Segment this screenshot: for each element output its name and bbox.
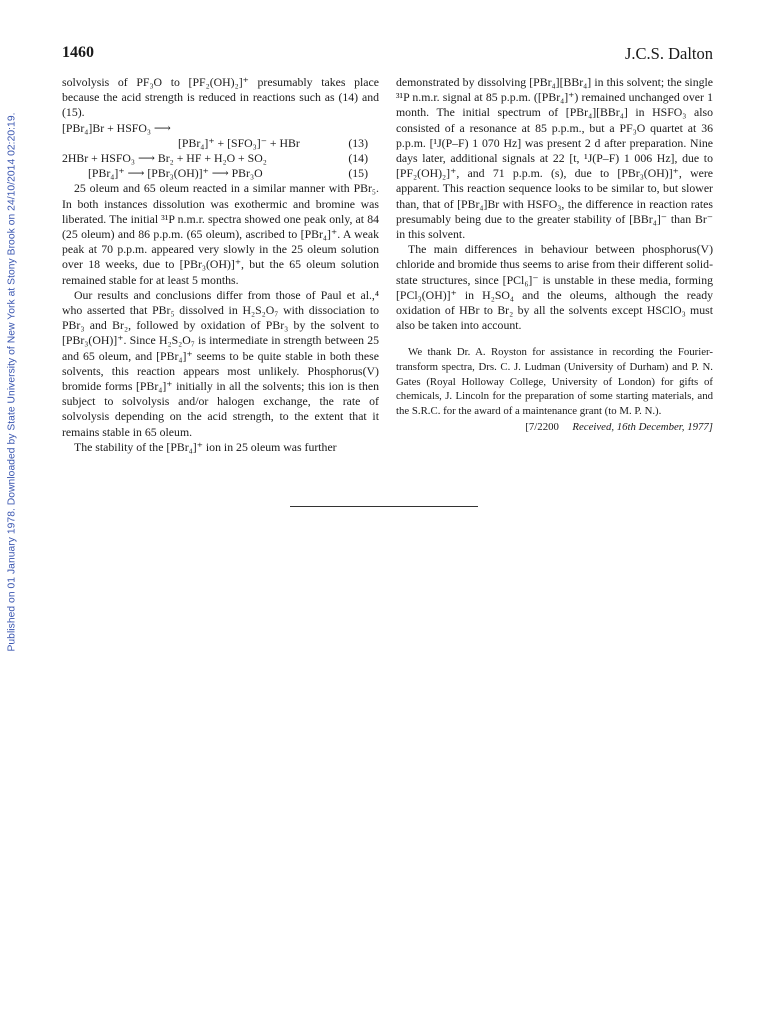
equation-13-products: [PBr₄]⁺ + [SFO₃]⁻ + HBr	[178, 135, 300, 150]
download-notice	[3, 112, 21, 652]
paragraph-differences: The main differences in behaviour between phosphorus(V) chloride and bromide thus seems to arise from their different solid-state structures, since [PCl₆]⁻ is unstable in these media, forming [PCl₃(OH)]⁺ in H₂SO₄ and the oleums, although the ready oxidation of HBr to Br₂ by all the solvents except HSClO₃ must also be taken into account.	[396, 242, 713, 333]
equation-13-line-2	[62, 136, 379, 151]
equation-14-body: 2HBr + HSFO₃ ⟶ Br₂ + HF + H₂O + SO₂	[62, 150, 267, 165]
acknowledgement: We thank Dr. A. Royston for assistance in recording the Fourier-transform spectra, Drs. C. J. Ludman (University of Durham) and P. N. Gates (Royal Holloway College, University of London) for gifts of chemicals, J. Lincoln for the preparation of some starting materials, and the S.R.C. for the award of a maintenance grant (to M. P. N.).	[396, 346, 713, 417]
right-column	[396, 75, 713, 434]
end-rule	[290, 506, 478, 507]
equation-15-number: (15)	[348, 166, 368, 181]
equation-14	[62, 151, 379, 166]
reference-line	[396, 420, 713, 434]
paragraph-intro: solvolysis of PF₃O to [PF₂(OH)₂]⁺ presumably takes place because the acid strength is reduced in reactions such as (14) and (15).	[62, 75, 379, 120]
paragraph-results: Our results and conclusions differ from those of Paul et al.,⁴ who asserted that PBr₅ dissolved in H₂S₂O₇ with dissociation to PBr₃ and Br₂, followed by oxidation of PBr₃ by the solvent to [PBr₃(OH)]⁺. Since H₂S₂O₇ is intermediate in strength between 25 and 65 oleum, and [PBr₄]⁺ seems to be quite stable in both these solvents, this reaction appears most unlikely. Phosphorus(V) bromide forms [PBr₄]⁺ initially in all the solvents; this ion is then subject to solvolysis and/or halogen exchange, the rate of solvolysis depending on the acid strength, to the extent that it remains stable in 65 oleum.	[62, 287, 379, 439]
equation-15-body: [PBr₄]⁺ ⟶ [PBr₃(OH)]⁺ ⟶ PBr₃O	[88, 166, 263, 181]
equation-14-number: (14)	[348, 150, 368, 165]
received-date: Received, 16th December, 1977]	[572, 421, 713, 434]
journal-running-head: J.C.S. Dalton	[624, 44, 713, 63]
paragraph-stability: The stability of the [PBr₄]⁺ ion in 25 oleum was further	[74, 439, 337, 454]
equation-13-reactants: [PBr₄]Br + HSFO₃ ⟶	[62, 120, 171, 135]
equation-15	[62, 166, 379, 181]
paragraph-demonstrated: demonstrated by dissolving [PBr₄][BBr₄] in this solvent; the single ³¹P n.m.r. signal at 85 p.p.m. ([PBr₄]⁺) remained unchanged over 1 month. The initial spectrum of [PBr₄][BBr₄] in HSFO₃ also consisted of a resonance at 85 p.p.m., but a PF₃O quartet at 36 p.p.m. [¹J(P–F) 1 070 Hz] was present 2 d after preparation. Nine days later, additional signals at 22 [t, ¹J(P–F) 1 006 Hz], due to [PF₂(OH)₂]⁺, and 71 p.p.m. (s), due to [PBr₃(OH)]⁺, were apparent. This reaction sequence looks to be similar to, but slower than, that of [PBr₄]Br with HSFO₃, the difference in reaction rates presumably being due to the greater stability of [BBr₄]⁻ than Br⁻ in this solvent.	[396, 75, 713, 242]
equation-13-line-1	[62, 121, 379, 136]
paragraph-oleum: 25 oleum and 65 oleum reacted in a similar manner with PBr₅. In both instances dissolution was exothermic and bromine was liberated. The initial ³¹P n.m.r. spectra showed one peak only, at 84 (25 oleum) and 86 p.p.m. (65 oleum), ascribed to [PBr₄]⁺. A weak peak at 70 p.p.m. appeared very slowly in the 25 oleum solution over 18 weeks, due to [PBr₃(OH)]⁺, but the 65 oleum solution remained stable for at least 5 months.	[62, 181, 379, 287]
page-number: 1460	[62, 44, 94, 61]
download-notice-text: Published on 01 January 1978. Downloaded by State University of New York at Stony Brook on 24/10/2014 02:20:19.	[6, 112, 18, 652]
reference-code: [7/2200	[525, 421, 559, 434]
left-column	[62, 75, 379, 455]
equation-13-number: (13)	[348, 135, 368, 150]
